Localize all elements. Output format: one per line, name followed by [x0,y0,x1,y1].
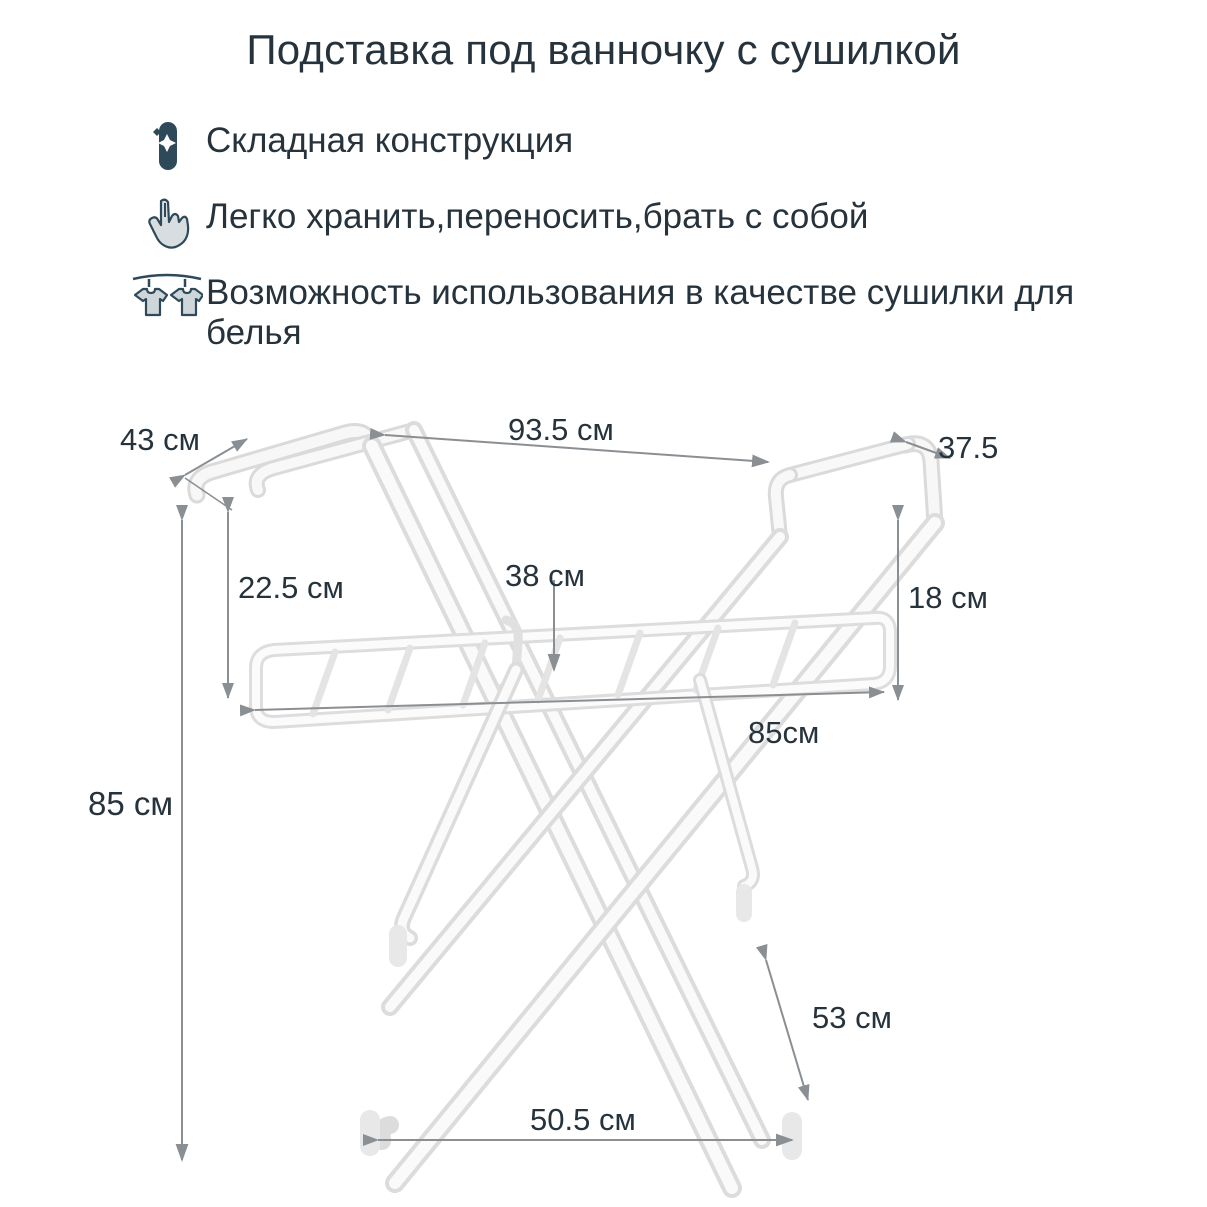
page-title: Подставка под ванночку с сушилкой [246,26,961,73]
hand-pointing-icon [128,191,206,253]
dim-height-frame-left: 22.5 см [238,570,344,605]
folding-construction-icon [128,115,206,177]
dim-depth-top-left: 43 см [120,422,200,457]
stand-drawing [0,380,1207,1200]
clothes-drying-icon [128,267,206,329]
feature-item [128,191,1128,253]
dim-leg-height: 53 см [812,1000,892,1035]
feature-item [128,115,1128,177]
dim-depth-top-right: 37.5 [938,430,999,465]
dim-width-top: 93.5 см [508,412,614,447]
feature-label: Возможность использования в качестве сушилки для белья [206,273,1075,353]
dim-width-rack: 85см [748,715,820,750]
dim-height-rack-center: 38 см [505,558,585,593]
feature-label: Складная конструкция [206,121,574,160]
product-diagram [0,380,1207,1200]
feature-list [128,115,1128,368]
feature-item [128,267,1128,354]
feature-label: Легко хранить,переносить,брать с собой [206,197,869,236]
dim-total-height: 85 см [88,785,174,822]
dim-height-frame-right: 18 см [908,580,988,615]
dim-base-width: 50.5 см [530,1102,636,1137]
